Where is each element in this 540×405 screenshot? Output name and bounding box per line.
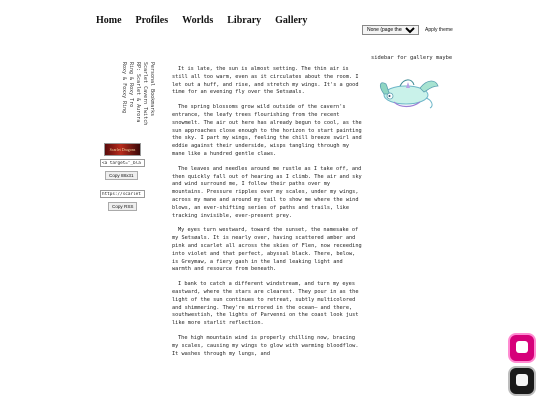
monochrome-badge-icon	[516, 374, 528, 386]
story-paragraph-5: I bank to catch a different windstream, and turn my eyes eastward, where the stars are clearest. They pour in as the light of the sun continues to retreat, subtly multicolored and shimmering. They're mirrored in the ocean— and there, southwestish, the lights of Parvenni on the coast look just like more starlit reflection.	[172, 281, 359, 327]
copy-rss-button[interactable]: Copy RSS	[108, 202, 137, 211]
copy-88x31-button[interactable]: Copy 88x31	[105, 171, 138, 180]
nav-library[interactable]: Library	[227, 15, 262, 26]
main-nav	[96, 15, 321, 26]
dragon-illustration	[376, 76, 440, 110]
story-content	[172, 66, 362, 365]
story-paragraph-2: The spring blossoms grow wild outside of the cavern's entrance, the leafy trees flourishing from the recent snowmelt. The air out here has already begun to cool, as the sun approaches close enough to the horizon to start painting the sky. I part my wings, feeling the chill breeze swirl and eddie against their underside, wisps tangling through my mane like a hundred gentle claws.	[172, 104, 362, 157]
theme-picker	[362, 25, 455, 35]
credit-ring-roxy[interactable]: Ring & Roxy Tro	[128, 62, 134, 108]
story-paragraph-3: The leaves and needles around me rustle as I take off, and then quickly fall out of hearing as I climb. The air and sky and wind surround me, I follow their paths over my mountains. Pressure ripples over my scales, under my wings, across my mane and around my tail to show me where the wind blows, an ever-shifting series of paths and trails, like tracking invisible, ever-present prey.	[172, 165, 362, 219]
credit-personal-bookmarks[interactable]: Personal Bookmarks	[149, 62, 155, 117]
story-paragraph-1: It is late, the sun is almost setting. The thin air is still all too warm, even as it circulates about the room. I let out a huff, and rise, and stretch my wings. It's a good time for an evening fly over the Setsøals.	[172, 66, 359, 96]
site-badge[interactable]: Scarlet Dragons	[104, 143, 141, 156]
pink-button-badge[interactable]	[508, 333, 536, 363]
rss-url-input[interactable]	[100, 190, 145, 198]
apply-theme-button[interactable]: Apply theme	[425, 27, 453, 33]
credit-rp[interactable]: RP: Scarlet & Aurora	[135, 62, 141, 123]
theme-select[interactable]	[362, 25, 419, 35]
nav-profiles[interactable]: Profiles	[135, 15, 169, 26]
sidebar-label: sidebar for gallery maybe	[371, 55, 453, 61]
monochrome-button-badge[interactable]	[508, 366, 536, 396]
story-paragraph-4: My eyes turn westward, toward the sunset, the namesake of my Setsøals. It is nearly over, having scattered amber and pink and scarlet all across the skies of Flen, now receeding into violet and that perfect, abyssal black. There, below, is Greymaw, a fiery gash in the land leaking light and warmth and resource from beneath.	[172, 227, 362, 273]
nav-home[interactable]: Home	[96, 15, 122, 26]
embed-code-input[interactable]	[100, 159, 145, 167]
credit-roxy-foxxy[interactable]: Roxy & Foxxy Ring	[121, 62, 127, 114]
credit-scarlet-cavern-twitch[interactable]: Scarlet Cavern Twitch	[142, 62, 148, 126]
pink-badge-icon	[516, 341, 528, 353]
nav-gallery[interactable]: Gallery	[275, 15, 308, 26]
nav-worlds[interactable]: Worlds	[182, 15, 214, 26]
story-paragraph-6: The high mountain wind is properly chilling now, bracing my scales, causing my wings to glow with warming bloodflow. It washes through my lungs, and	[172, 334, 359, 357]
